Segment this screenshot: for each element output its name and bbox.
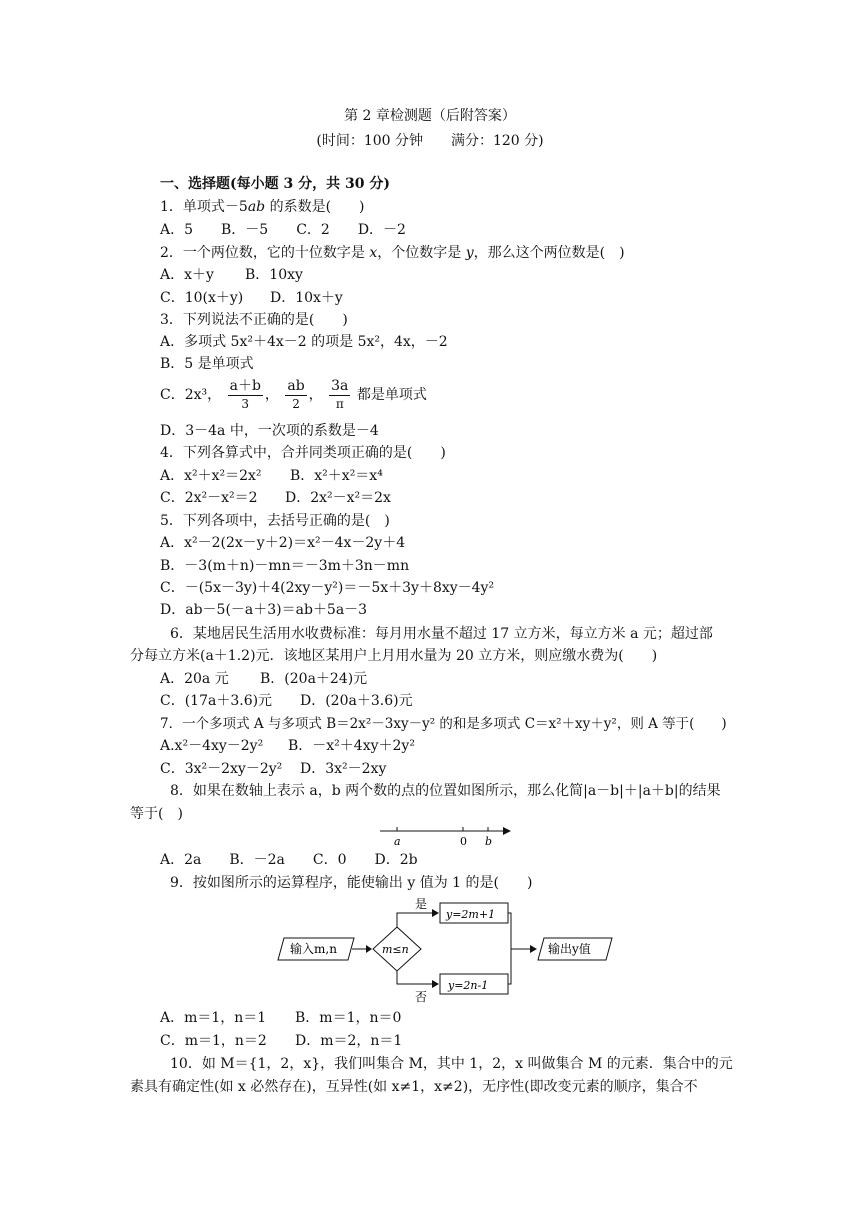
question-9-option-a: A．m＝1，n＝1 <box>160 1010 267 1026</box>
question-4-option-d: D．2x²－x²＝2x <box>285 490 391 506</box>
yes-box-label: y=2m+1 <box>446 908 496 921</box>
no-label: 否 <box>415 990 428 1004</box>
label-b: b <box>485 835 493 848</box>
question-5-option-c: C．－(5x－3y)＋4(2xy－y²)＝－5x＋3y＋8xy－4y² <box>160 580 495 596</box>
question-8-line-1: 8．如果在数轴上表示 a，b 两个数的点的位置如图所示，那么化简|a－b|＋|a＋b|的结果 <box>170 783 721 799</box>
question-5-option-b: B．－3(m＋n)－mn＝－3m＋3n－mn <box>160 558 410 574</box>
question-2-option-c: C．10(x＋y) <box>160 290 244 306</box>
number-line-arrow <box>503 827 511 835</box>
question-9-option-b: B．m＝1，n＝0 <box>295 1010 402 1026</box>
question-6-line-2: 分每立方米(a＋1.2)元．该地区某用户上月用水量为 20 立方米，则应缴水费为( ) <box>130 648 658 664</box>
section-title: 一、选择题(每小题 3 分，共 30 分) <box>160 176 390 192</box>
question-10-line-1: 10．如 M＝{1，2，x}，我们叫集合 M，其中 1，2，x 叫做集合 M 的元素．集合中的元 <box>170 1056 733 1072</box>
question-7-option-d: D．3x²－2xy <box>300 761 387 777</box>
yes-branch <box>397 913 436 927</box>
question-3-option-d: D．3－4a 中，一次项的系数是－4 <box>160 423 379 439</box>
arrowhead <box>432 980 439 988</box>
fraction: $\frac{3a}{\pi}$ <box>331 377 349 411</box>
question-4-option-b: B．x²＋x²＝x⁴ <box>290 468 383 484</box>
question-6-option-d: D．(20a＋3.6)元 <box>300 693 413 709</box>
question-1-options: A．5 B．－5 C．2 D．－2 <box>160 222 406 238</box>
question-7-stem: 7．一个多项式 A 与多项式 B＝2x²－3xy－y² 的和是多项式 C＝x²＋xy＋y²，则 A 等于( ) <box>160 716 727 732</box>
question-3-option-a: A．多项式 5x²＋4x－2 的项是 5x²，4x，－2 <box>160 334 448 350</box>
question-2-option-a: A．x＋y <box>160 267 214 283</box>
question-6-option-a: A．20a 元 <box>160 671 229 687</box>
label-0: 0 <box>460 835 467 848</box>
arrowhead <box>530 945 537 953</box>
question-6-option-c: C．(17a＋3.6)元 <box>160 693 273 709</box>
question-1-stem: 1．单项式－5ab 的系数是( ) <box>160 199 365 215</box>
question-6-line-1: 6．某地居民生活用水收费标准：每月用水量不超过 17 立方米，每立方米 a 元；超过部 <box>170 626 713 642</box>
question-3-stem: 3．下列说法不正确的是( ) <box>160 312 348 328</box>
page-title: 第 2 章检测题（后附答案） <box>344 108 516 124</box>
no-branch <box>397 971 436 984</box>
question-4-option-a: A．x²＋x²＝2x² <box>160 468 262 484</box>
output-label: 输出y值 <box>548 942 591 956</box>
arrowhead <box>366 945 372 953</box>
question-3-option-b: B．5 是单项式 <box>160 356 254 372</box>
input-label: 输入m,n <box>290 942 337 956</box>
question-6-option-b: B．(20a＋24)元 <box>260 671 368 687</box>
question-7-option-a: A.x²－4xy－2y² <box>160 738 264 754</box>
arrowhead <box>432 909 439 917</box>
question-4-stem: 4．下列各算式中，合并同类项正确的是( ) <box>160 445 446 461</box>
fraction: $\frac{a+b}{3}$ <box>229 377 261 411</box>
page-subtitle: (时间：100 分钟 满分：120 分) <box>316 133 544 149</box>
question-9-option-c: C．m＝1，n＝2 <box>160 1033 267 1049</box>
fraction: $\frac{ab}{2}$ <box>287 377 305 411</box>
question-7-option-c: C．3x²－2xy－2y² <box>160 761 283 777</box>
question-2-stem: 2．一个两位数，它的十位数字是 x，个位数字是 y，那么这个两位数是( ) <box>160 245 625 261</box>
question-8-line-2: 等于( ) <box>130 806 183 822</box>
question-5-stem: 5．下列各项中，去括号正确的是( ) <box>160 513 390 529</box>
question-7-option-b: B．－x²＋4xy＋2y² <box>288 738 415 754</box>
decision-label: m≤n <box>382 943 409 956</box>
question-5-option-d: D．ab－5(－a＋3)＝ab＋5a－3 <box>160 602 368 618</box>
merge-line <box>508 913 511 984</box>
question-9-stem: 9．按如图所示的运算程序，能使输出 y 值为 1 的是( ) <box>170 875 533 891</box>
no-box-label: y=2n-1 <box>448 979 489 992</box>
number-line-figure <box>375 822 520 850</box>
flowchart-figure <box>276 894 616 1004</box>
question-2-option-b: B．10xy <box>245 267 303 283</box>
question-5-option-a: A．x²－2(2x－y＋2)＝x²－4x－2y＋4 <box>160 535 406 551</box>
label-a: a <box>394 835 401 848</box>
question-2-option-d: D．10x＋y <box>270 290 343 306</box>
question-3-option-c: C．2x³， $\frac{a+b}{3}$ ， $\frac{ab}{2}$ ， $\frac{3a}{\pi}$ 都是单项式 <box>160 377 427 411</box>
question-8-options: A．2a B．－2a C．0 D．2b <box>160 852 418 868</box>
yes-label: 是 <box>415 897 428 911</box>
question-10-line-2: 素具有确定性(如 x 必然存在)，互异性(如 x≠1，x≠2)，无序性(即改变元素的顺序，集合不 <box>130 1079 698 1095</box>
question-4-option-c: C．2x²－x²＝2 <box>160 490 258 506</box>
question-9-option-d: D．m＝2，n＝1 <box>295 1033 403 1049</box>
